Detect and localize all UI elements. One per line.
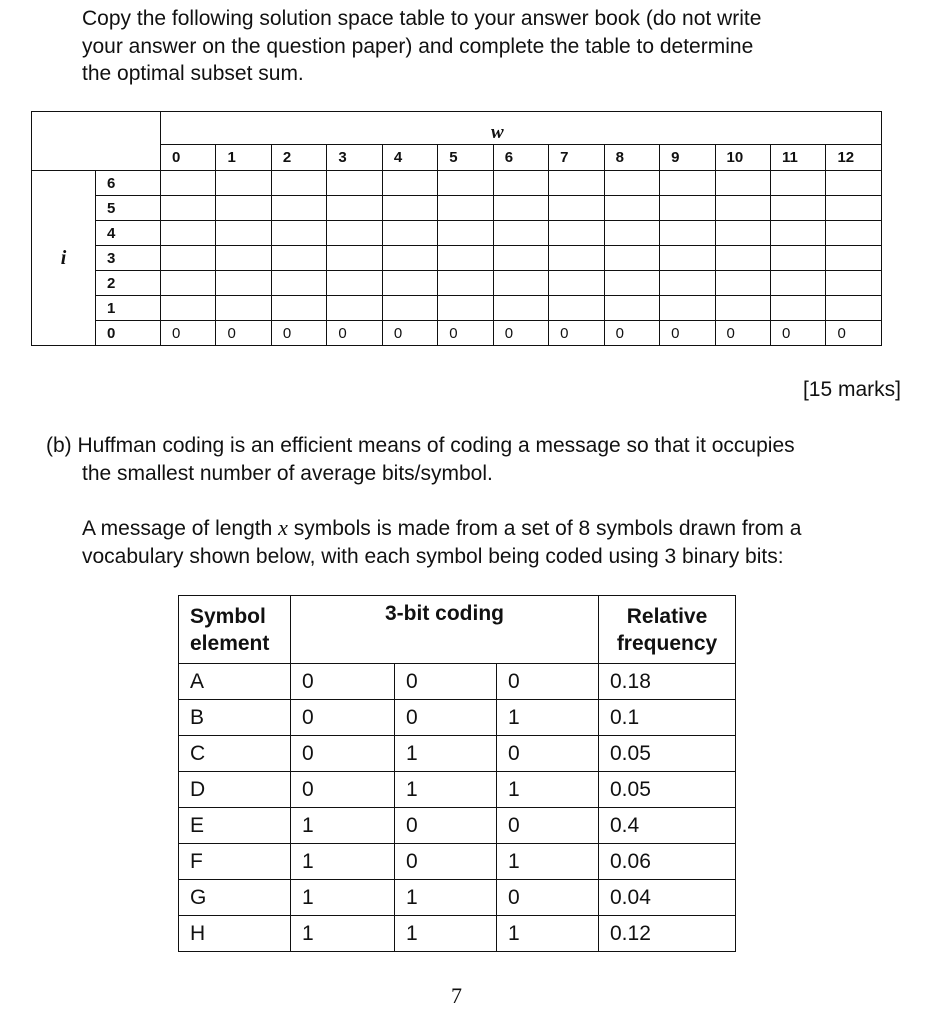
table-cell — [327, 271, 382, 296]
header-relative-frequency: Relative frequency — [599, 596, 736, 664]
table-cell — [826, 221, 882, 246]
symbol-cell: A — [179, 664, 291, 700]
table-row — [179, 808, 736, 844]
table-cell: 0 — [604, 321, 659, 346]
bit-cell: 0 — [291, 664, 395, 700]
table-cell — [382, 221, 437, 246]
symbol-cell: D — [179, 772, 291, 808]
table-cell — [826, 296, 882, 321]
bit-cell: 1 — [497, 700, 599, 736]
frequency-cell: 0.4 — [599, 808, 736, 844]
bit-cell: 1 — [291, 808, 395, 844]
bit-cell: 0 — [497, 808, 599, 844]
i-axis-label: i — [32, 171, 96, 346]
table-cell — [327, 221, 382, 246]
frequency-cell: 0.04 — [599, 880, 736, 916]
table-cell — [382, 296, 437, 321]
table-cell: 0 — [327, 321, 382, 346]
table-cell — [161, 246, 216, 271]
table-row — [179, 664, 736, 700]
table-cell: 0 — [382, 321, 437, 346]
symbol-coding-table — [178, 595, 736, 952]
bit-cell: 1 — [395, 880, 497, 916]
table-cell — [660, 221, 715, 246]
bit-cell: 0 — [291, 700, 395, 736]
corner-cell — [32, 112, 161, 171]
table-cell — [715, 221, 770, 246]
table-cell — [493, 171, 548, 196]
table-cell — [604, 171, 659, 196]
table-cell — [216, 271, 271, 296]
row-label-i-5: 5 — [96, 196, 161, 221]
frequency-cell: 0.1 — [599, 700, 736, 736]
table-cell — [382, 246, 437, 271]
column-header-w-1: 1 — [216, 145, 271, 171]
table-cell — [660, 271, 715, 296]
bit-cell: 1 — [291, 844, 395, 880]
bit-cell: 1 — [497, 772, 599, 808]
bit-cell: 1 — [395, 736, 497, 772]
table-cell — [271, 171, 326, 196]
symbol-cell: F — [179, 844, 291, 880]
table-cell — [549, 171, 604, 196]
bit-cell: 0 — [395, 808, 497, 844]
table-cell — [271, 196, 326, 221]
table-cell — [382, 196, 437, 221]
table-cell — [438, 296, 493, 321]
table-cell: 0 — [161, 321, 216, 346]
intro-line: the optimal subset sum. — [82, 62, 304, 85]
table-cell — [493, 271, 548, 296]
frequency-cell: 0.05 — [599, 736, 736, 772]
table-cell: 0 — [493, 321, 548, 346]
column-header-w-10: 10 — [715, 145, 770, 171]
row-label-i-6: 6 — [96, 171, 161, 196]
table-cell — [327, 246, 382, 271]
table-cell — [770, 246, 825, 271]
column-header-w-7: 7 — [549, 145, 604, 171]
table-cell — [161, 296, 216, 321]
table-cell — [493, 296, 548, 321]
intro-line: Copy the following solution space table to your answer book (do not write — [82, 7, 762, 30]
table-cell — [826, 271, 882, 296]
table-cell — [438, 271, 493, 296]
bit-cell: 0 — [395, 844, 497, 880]
symbol-cell: H — [179, 916, 291, 952]
column-header-w-8: 8 — [604, 145, 659, 171]
table-cell — [161, 271, 216, 296]
symbol-cell: C — [179, 736, 291, 772]
bit-cell: 0 — [497, 880, 599, 916]
row-label-i-1: 1 — [96, 296, 161, 321]
table-cell — [549, 271, 604, 296]
solution-space-table — [31, 111, 882, 346]
marks-label: [15 marks] — [802, 378, 901, 401]
table-cell — [327, 196, 382, 221]
table-cell — [660, 196, 715, 221]
table-row — [179, 772, 736, 808]
frequency-cell: 0.06 — [599, 844, 736, 880]
table-cell: 0 — [826, 321, 882, 346]
table-cell — [438, 246, 493, 271]
table-cell — [161, 221, 216, 246]
part-b-line: (b) Huffman coding is an efficient means of coding a message so that it occupies — [46, 434, 795, 457]
table-row — [32, 171, 882, 196]
table-cell — [438, 171, 493, 196]
table-cell — [271, 271, 326, 296]
row-label-i-3: 3 — [96, 246, 161, 271]
table-cell — [382, 171, 437, 196]
bit-cell: 0 — [395, 664, 497, 700]
table-cell — [604, 221, 659, 246]
table-header-row — [32, 112, 882, 145]
header-3-bit-coding: 3-bit coding — [291, 596, 599, 664]
table-cell — [216, 196, 271, 221]
table-row — [179, 880, 736, 916]
table-cell — [216, 246, 271, 271]
part-b-paragraph-2 — [82, 514, 801, 570]
column-header-w-12: 12 — [826, 145, 882, 171]
column-header-w-6: 6 — [493, 145, 548, 171]
column-header-w-3: 3 — [327, 145, 382, 171]
table-cell — [660, 296, 715, 321]
table-cell — [770, 296, 825, 321]
table-cell — [660, 246, 715, 271]
table-row — [32, 196, 882, 221]
table-cell: 0 — [770, 321, 825, 346]
bit-cell: 1 — [291, 880, 395, 916]
table-cell — [216, 171, 271, 196]
table-cell: 0 — [216, 321, 271, 346]
table-row — [179, 700, 736, 736]
column-header-w-5: 5 — [438, 145, 493, 171]
table-cell — [216, 221, 271, 246]
table-cell — [327, 296, 382, 321]
table-cell: 0 — [660, 321, 715, 346]
table-cell — [826, 196, 882, 221]
table-cell — [715, 271, 770, 296]
bit-cell: 1 — [395, 772, 497, 808]
table-cell — [493, 246, 548, 271]
part-b-line: the smallest number of average bits/symbol. — [82, 461, 493, 485]
table-cell — [549, 221, 604, 246]
table-cell — [161, 171, 216, 196]
column-header-w-9: 9 — [660, 145, 715, 171]
table-cell — [493, 221, 548, 246]
column-header-w-11: 11 — [770, 145, 825, 171]
row-label-i-2: 2 — [96, 271, 161, 296]
variable-x: x — [278, 515, 288, 540]
row-label-i-0: 0 — [96, 321, 161, 346]
table-cell — [271, 296, 326, 321]
table-row — [179, 916, 736, 952]
column-header-w-0: 0 — [161, 145, 216, 171]
w-axis-label: w — [161, 112, 882, 145]
table-cell — [216, 296, 271, 321]
table-row — [32, 296, 882, 321]
table-cell — [327, 171, 382, 196]
symbol-cell: B — [179, 700, 291, 736]
bit-cell: 0 — [291, 772, 395, 808]
table-header-row — [179, 596, 736, 664]
bit-cell: 1 — [497, 844, 599, 880]
bit-cell: 0 — [291, 736, 395, 772]
bit-cell: 1 — [497, 916, 599, 952]
frequency-cell: 0.05 — [599, 772, 736, 808]
table-cell — [549, 246, 604, 271]
table-cell — [271, 221, 326, 246]
table-cell — [715, 171, 770, 196]
table-cell — [770, 271, 825, 296]
table-cell — [438, 221, 493, 246]
table-cell — [604, 296, 659, 321]
symbol-cell: E — [179, 808, 291, 844]
header-symbol-element: Symbol element — [179, 596, 291, 664]
intro-line: your answer on the question paper) and complete the table to determine — [82, 34, 754, 58]
table-cell: 0 — [438, 321, 493, 346]
part-b-line: vocabulary shown below, with each symbol being coded using 3 binary bits: — [82, 544, 784, 568]
table-row — [32, 271, 882, 296]
table-cell — [382, 271, 437, 296]
table-cell: 0 — [271, 321, 326, 346]
table-cell — [549, 296, 604, 321]
table-row — [179, 736, 736, 772]
bit-cell: 0 — [497, 664, 599, 700]
symbol-cell: G — [179, 880, 291, 916]
column-header-w-2: 2 — [271, 145, 326, 171]
table-row — [32, 221, 882, 246]
table-cell — [770, 171, 825, 196]
part-b-paragraph-1 — [46, 432, 795, 487]
table-cell — [604, 196, 659, 221]
table-cell — [493, 196, 548, 221]
table-row — [32, 321, 882, 346]
intro-paragraph — [82, 5, 761, 88]
table-cell — [161, 196, 216, 221]
table-cell — [715, 296, 770, 321]
bit-cell: 0 — [395, 700, 497, 736]
table-cell — [660, 171, 715, 196]
frequency-cell: 0.12 — [599, 916, 736, 952]
table-cell — [770, 221, 825, 246]
table-cell: 0 — [549, 321, 604, 346]
table-cell: 0 — [715, 321, 770, 346]
part-b-line: A message of length x symbols is made from a set of 8 symbols drawn from a — [82, 515, 802, 540]
bit-cell: 1 — [291, 916, 395, 952]
table-cell — [604, 271, 659, 296]
table-cell — [549, 196, 604, 221]
table-row — [32, 246, 882, 271]
page-number: 7 — [451, 983, 462, 1008]
table-row — [179, 844, 736, 880]
table-cell — [271, 246, 326, 271]
table-cell — [826, 171, 882, 196]
frequency-cell: 0.18 — [599, 664, 736, 700]
table-cell — [715, 196, 770, 221]
table-cell — [438, 196, 493, 221]
table-cell — [604, 246, 659, 271]
column-header-w-4: 4 — [382, 145, 437, 171]
bit-cell: 1 — [395, 916, 497, 952]
row-label-i-4: 4 — [96, 221, 161, 246]
table-cell — [770, 196, 825, 221]
table-cell — [715, 246, 770, 271]
table-cell — [826, 246, 882, 271]
bit-cell: 0 — [497, 736, 599, 772]
